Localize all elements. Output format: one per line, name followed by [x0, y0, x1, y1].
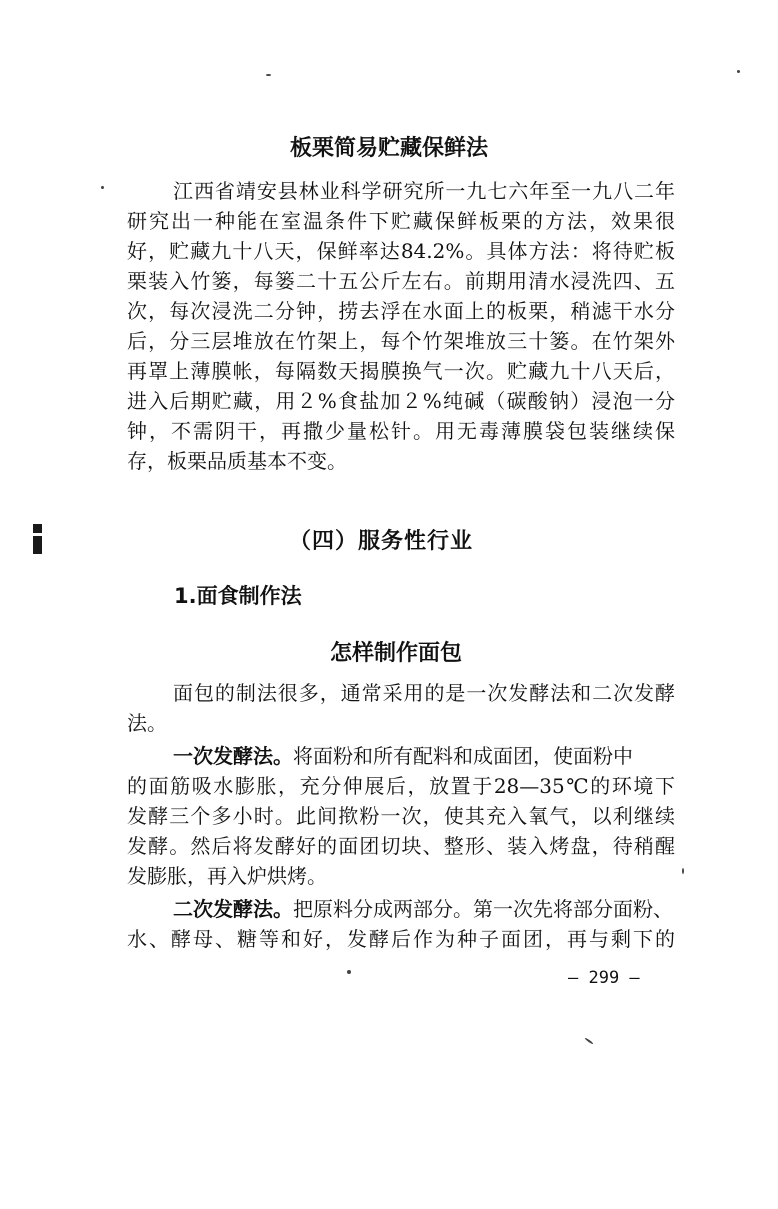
text-line: 钟，不需阴干，再撒少量松针。用无毒薄膜袋包装继续保	[127, 419, 675, 443]
page-number: — 299 —	[568, 968, 640, 988]
subsection-heading: 1.面食制作法	[174, 584, 302, 608]
article-body	[127, 176, 675, 486]
text-line: 水、酵母、糖等和好，发酵后作为种子面团，再与剩下的	[127, 927, 675, 951]
scan-speck	[266, 74, 271, 76]
paragraph-lead: 一次发酵法。	[173, 744, 293, 768]
section-heading: （四）服务性行业	[289, 529, 474, 554]
paragraph-lead: 二次发酵法。	[173, 897, 293, 921]
scan-speck	[101, 186, 104, 189]
text-line: 发膨胀，再入炉烘烤。	[127, 864, 327, 888]
text-line: 法。	[127, 711, 167, 735]
scan-speck	[682, 868, 684, 874]
text-span: 把原料分成两部分。第一次先将部分面粉、	[293, 897, 673, 921]
article-title: 板栗简易贮藏保鲜法	[290, 136, 489, 161]
article-body	[127, 678, 675, 968]
scan-speck	[737, 70, 740, 73]
article-title: 怎样制作面包	[330, 641, 463, 666]
text-line: 再罩上薄膜帐，每隔数天揭膜换气一次。贮藏九十八天后，	[127, 359, 675, 383]
text-line: 进入后期贮藏，用２%食盐加２%纯碱（碳酸钠）浸泡一分	[127, 389, 675, 413]
text-line: 后，分三层堆放在竹架上，每个竹架堆放三十篓。在竹架外	[127, 329, 675, 353]
binding-mark	[33, 524, 42, 554]
paragraph-first-line	[173, 894, 675, 924]
text-line: 研究出一种能在室温条件下贮藏保鲜板栗的方法，效果很	[127, 209, 675, 233]
text-line: 次，每次浸洗二分钟，捞去浮在水面上的板栗，稍滤干水分	[127, 299, 675, 323]
text-line: 存，板栗品质基本不变。	[127, 449, 347, 473]
text-span: 将面粉和所有配料和成面团，使面粉中	[293, 744, 633, 768]
scan-speck	[347, 970, 351, 974]
text-line: 发酵。然后将发酵好的面团切块、整形、装入烤盘，待稍醒	[127, 834, 675, 858]
scan-speck	[584, 1037, 593, 1044]
text-line: 发酵三个多小时。此间揿粉一次，使其充入氧气，以利继续	[127, 804, 675, 828]
text-line: 好，贮藏九十八天，保鲜率达84.2%。具体方法：将待贮板	[127, 239, 675, 263]
text-line: 栗装入竹篓，每篓二十五公斤左右。前期用清水浸洗四、五	[127, 269, 675, 293]
text-line: 面包的制法很多，通常采用的是一次发酵法和二次发酵	[173, 681, 675, 705]
text-line: 的面筋吸水膨胀，充分伸展后，放置于28—35℃的环境下	[127, 774, 675, 798]
text-line: 江西省靖安县林业科学研究所一九七六年至一九八二年	[173, 179, 675, 203]
paragraph-first-line	[173, 741, 675, 771]
